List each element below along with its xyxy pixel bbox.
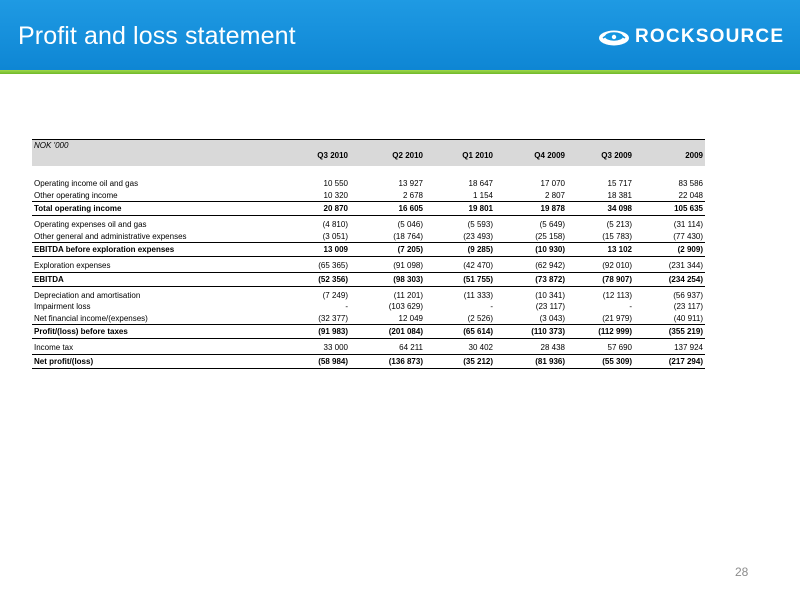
row-value: (21 979) — [602, 313, 632, 323]
row-value: (136 873) — [350, 354, 425, 368]
row-value: 2 678 — [402, 190, 423, 200]
row-value: 13 009 — [275, 243, 350, 257]
row-value: (58 984) — [275, 354, 350, 368]
row-value: (77 430) — [673, 231, 703, 241]
row-value: (5 213) — [606, 220, 632, 230]
row-value: 22 048 — [678, 190, 703, 200]
row-value: 13 102 — [567, 243, 634, 257]
row-value: (18 764) — [393, 231, 423, 241]
row-value: (7 249) — [322, 290, 348, 300]
row-value: (110 373) — [495, 325, 567, 339]
table-row — [32, 301, 705, 313]
row-value: (56 937) — [673, 290, 703, 300]
table-row — [32, 178, 705, 190]
row-value: (3 051) — [322, 231, 348, 241]
table-total-row — [32, 202, 705, 216]
row-value: (92 010) — [602, 261, 632, 271]
row-value: 15 717 — [607, 179, 632, 189]
row-label: Operating income oil and gas — [34, 179, 139, 189]
row-label: EBITDA before exploration expenses — [32, 243, 275, 257]
row-value: (103 629) — [388, 302, 423, 312]
row-label: Operating expenses oil and gas — [34, 220, 147, 230]
row-value: 34 098 — [567, 202, 634, 216]
row-value: 83 586 — [678, 179, 703, 189]
row-value: 10 320 — [323, 190, 348, 200]
table-row — [32, 339, 705, 355]
row-value: 33 000 — [323, 343, 348, 353]
row-value: 10 550 — [323, 179, 348, 189]
table-total-row — [32, 243, 705, 257]
row-value: 13 927 — [398, 179, 423, 189]
row-value: 17 070 — [540, 179, 565, 189]
row-value: (55 309) — [567, 354, 634, 368]
table-total-row — [32, 272, 705, 286]
row-value: (231 344) — [668, 261, 703, 271]
spacer-row — [32, 166, 705, 178]
row-value: (5 649) — [539, 220, 565, 230]
row-value: (25 158) — [535, 231, 565, 241]
row-value: 137 924 — [674, 343, 703, 353]
row-value: - — [490, 302, 493, 312]
row-value: (10 341) — [535, 290, 565, 300]
row-value: (2 909) — [634, 243, 705, 257]
row-label: Depreciation and amortisation — [34, 290, 141, 300]
row-label: Net financial income/(expenses) — [34, 313, 148, 323]
table-body — [32, 178, 705, 368]
column-header: Q1 2010 — [425, 151, 495, 166]
row-label: Net profit/(loss) — [32, 354, 275, 368]
row-value: (2 526) — [467, 313, 493, 323]
row-value: (23 493) — [463, 231, 493, 241]
table-caption-row — [32, 140, 705, 152]
row-value: 64 211 — [399, 343, 423, 353]
logo-text: ROCKSOURCE — [635, 26, 785, 47]
row-value: (52 356) — [275, 272, 350, 286]
header-accent-stripe — [0, 70, 800, 74]
row-value: (12 113) — [602, 290, 632, 300]
row-value: (73 872) — [495, 272, 567, 286]
page-number: 28 — [735, 565, 749, 579]
table-row — [32, 286, 705, 301]
row-value: 16 605 — [350, 202, 425, 216]
row-value: 18 381 — [607, 190, 632, 200]
table-row — [32, 216, 705, 231]
table-header-row — [32, 151, 705, 166]
row-value: (40 911) — [673, 313, 703, 323]
row-value: 105 635 — [634, 202, 705, 216]
row-value: (217 294) — [634, 354, 705, 368]
row-value: (31 114) — [673, 220, 703, 230]
column-header: Q2 2010 — [350, 151, 425, 166]
row-value: (11 201) — [393, 290, 423, 300]
header-bar — [0, 0, 800, 70]
row-value: (234 254) — [634, 272, 705, 286]
table-total-row — [32, 325, 705, 339]
column-header: Q3 2010 — [275, 151, 350, 166]
row-value: (91 098) — [393, 261, 423, 271]
row-value: (32 377) — [318, 313, 348, 323]
profit-loss-table — [32, 139, 705, 369]
rocksource-logo — [597, 24, 784, 50]
row-value: (201 084) — [350, 325, 425, 339]
row-value: 57 690 — [607, 343, 632, 353]
rocksource-logo-icon — [597, 26, 631, 48]
row-value: (42 470) — [463, 261, 493, 271]
row-value: (65 614) — [425, 325, 495, 339]
table-row — [32, 190, 705, 202]
row-label: Total operating income — [32, 202, 275, 216]
row-value: 19 801 — [425, 202, 495, 216]
row-value: - — [629, 302, 632, 312]
row-value: 12 049 — [398, 313, 423, 323]
row-label: EBITDA — [32, 272, 275, 286]
row-value: (3 043) — [539, 313, 565, 323]
row-value: (81 936) — [495, 354, 567, 368]
row-value: 30 402 — [468, 343, 493, 353]
row-value: (51 755) — [425, 272, 495, 286]
row-value: (5 046) — [397, 220, 423, 230]
row-value: 19 878 — [495, 202, 567, 216]
row-value: (355 219) — [634, 325, 705, 339]
row-value: 28 438 — [540, 343, 565, 353]
row-value: 2 807 — [544, 190, 565, 200]
row-value: 20 870 — [275, 202, 350, 216]
row-value: (91 983) — [275, 325, 350, 339]
column-header: 2009 — [634, 151, 705, 166]
column-header: Q3 2009 — [567, 151, 634, 166]
row-value: (9 285) — [425, 243, 495, 257]
row-value: (112 999) — [567, 325, 634, 339]
row-value: (10 930) — [495, 243, 567, 257]
row-value: (23 117) — [535, 302, 565, 312]
table-total-row — [32, 354, 705, 368]
row-label: Exploration expenses — [34, 261, 111, 271]
row-value: (15 783) — [602, 231, 632, 241]
row-value: (78 907) — [567, 272, 634, 286]
row-value: (5 593) — [467, 220, 493, 230]
table-row — [32, 231, 705, 243]
column-header: Q4 2009 — [495, 151, 567, 166]
row-label: Profit/(loss) before taxes — [32, 325, 275, 339]
row-value: (7 205) — [350, 243, 425, 257]
table-row — [32, 313, 705, 325]
row-value: 18 647 — [468, 179, 493, 189]
row-label: Other operating income — [34, 190, 118, 200]
row-value: (98 303) — [350, 272, 425, 286]
row-value: - — [345, 302, 348, 312]
row-label: Other general and administrative expenses — [34, 231, 187, 241]
row-value: (4 810) — [322, 220, 348, 230]
table-caption: NOK '000 — [32, 140, 705, 152]
row-label: Impairment loss — [34, 302, 91, 312]
row-value: (35 212) — [425, 354, 495, 368]
slide-title: Profit and loss statement — [18, 22, 296, 50]
header-label-cell — [32, 151, 275, 166]
row-label: Income tax — [34, 343, 74, 353]
row-value: (23 117) — [673, 302, 703, 312]
row-value: (62 942) — [535, 261, 565, 271]
table-row — [32, 257, 705, 273]
row-value: 1 154 — [472, 190, 493, 200]
row-value: (65 365) — [318, 261, 348, 271]
row-value: (11 333) — [463, 290, 493, 300]
